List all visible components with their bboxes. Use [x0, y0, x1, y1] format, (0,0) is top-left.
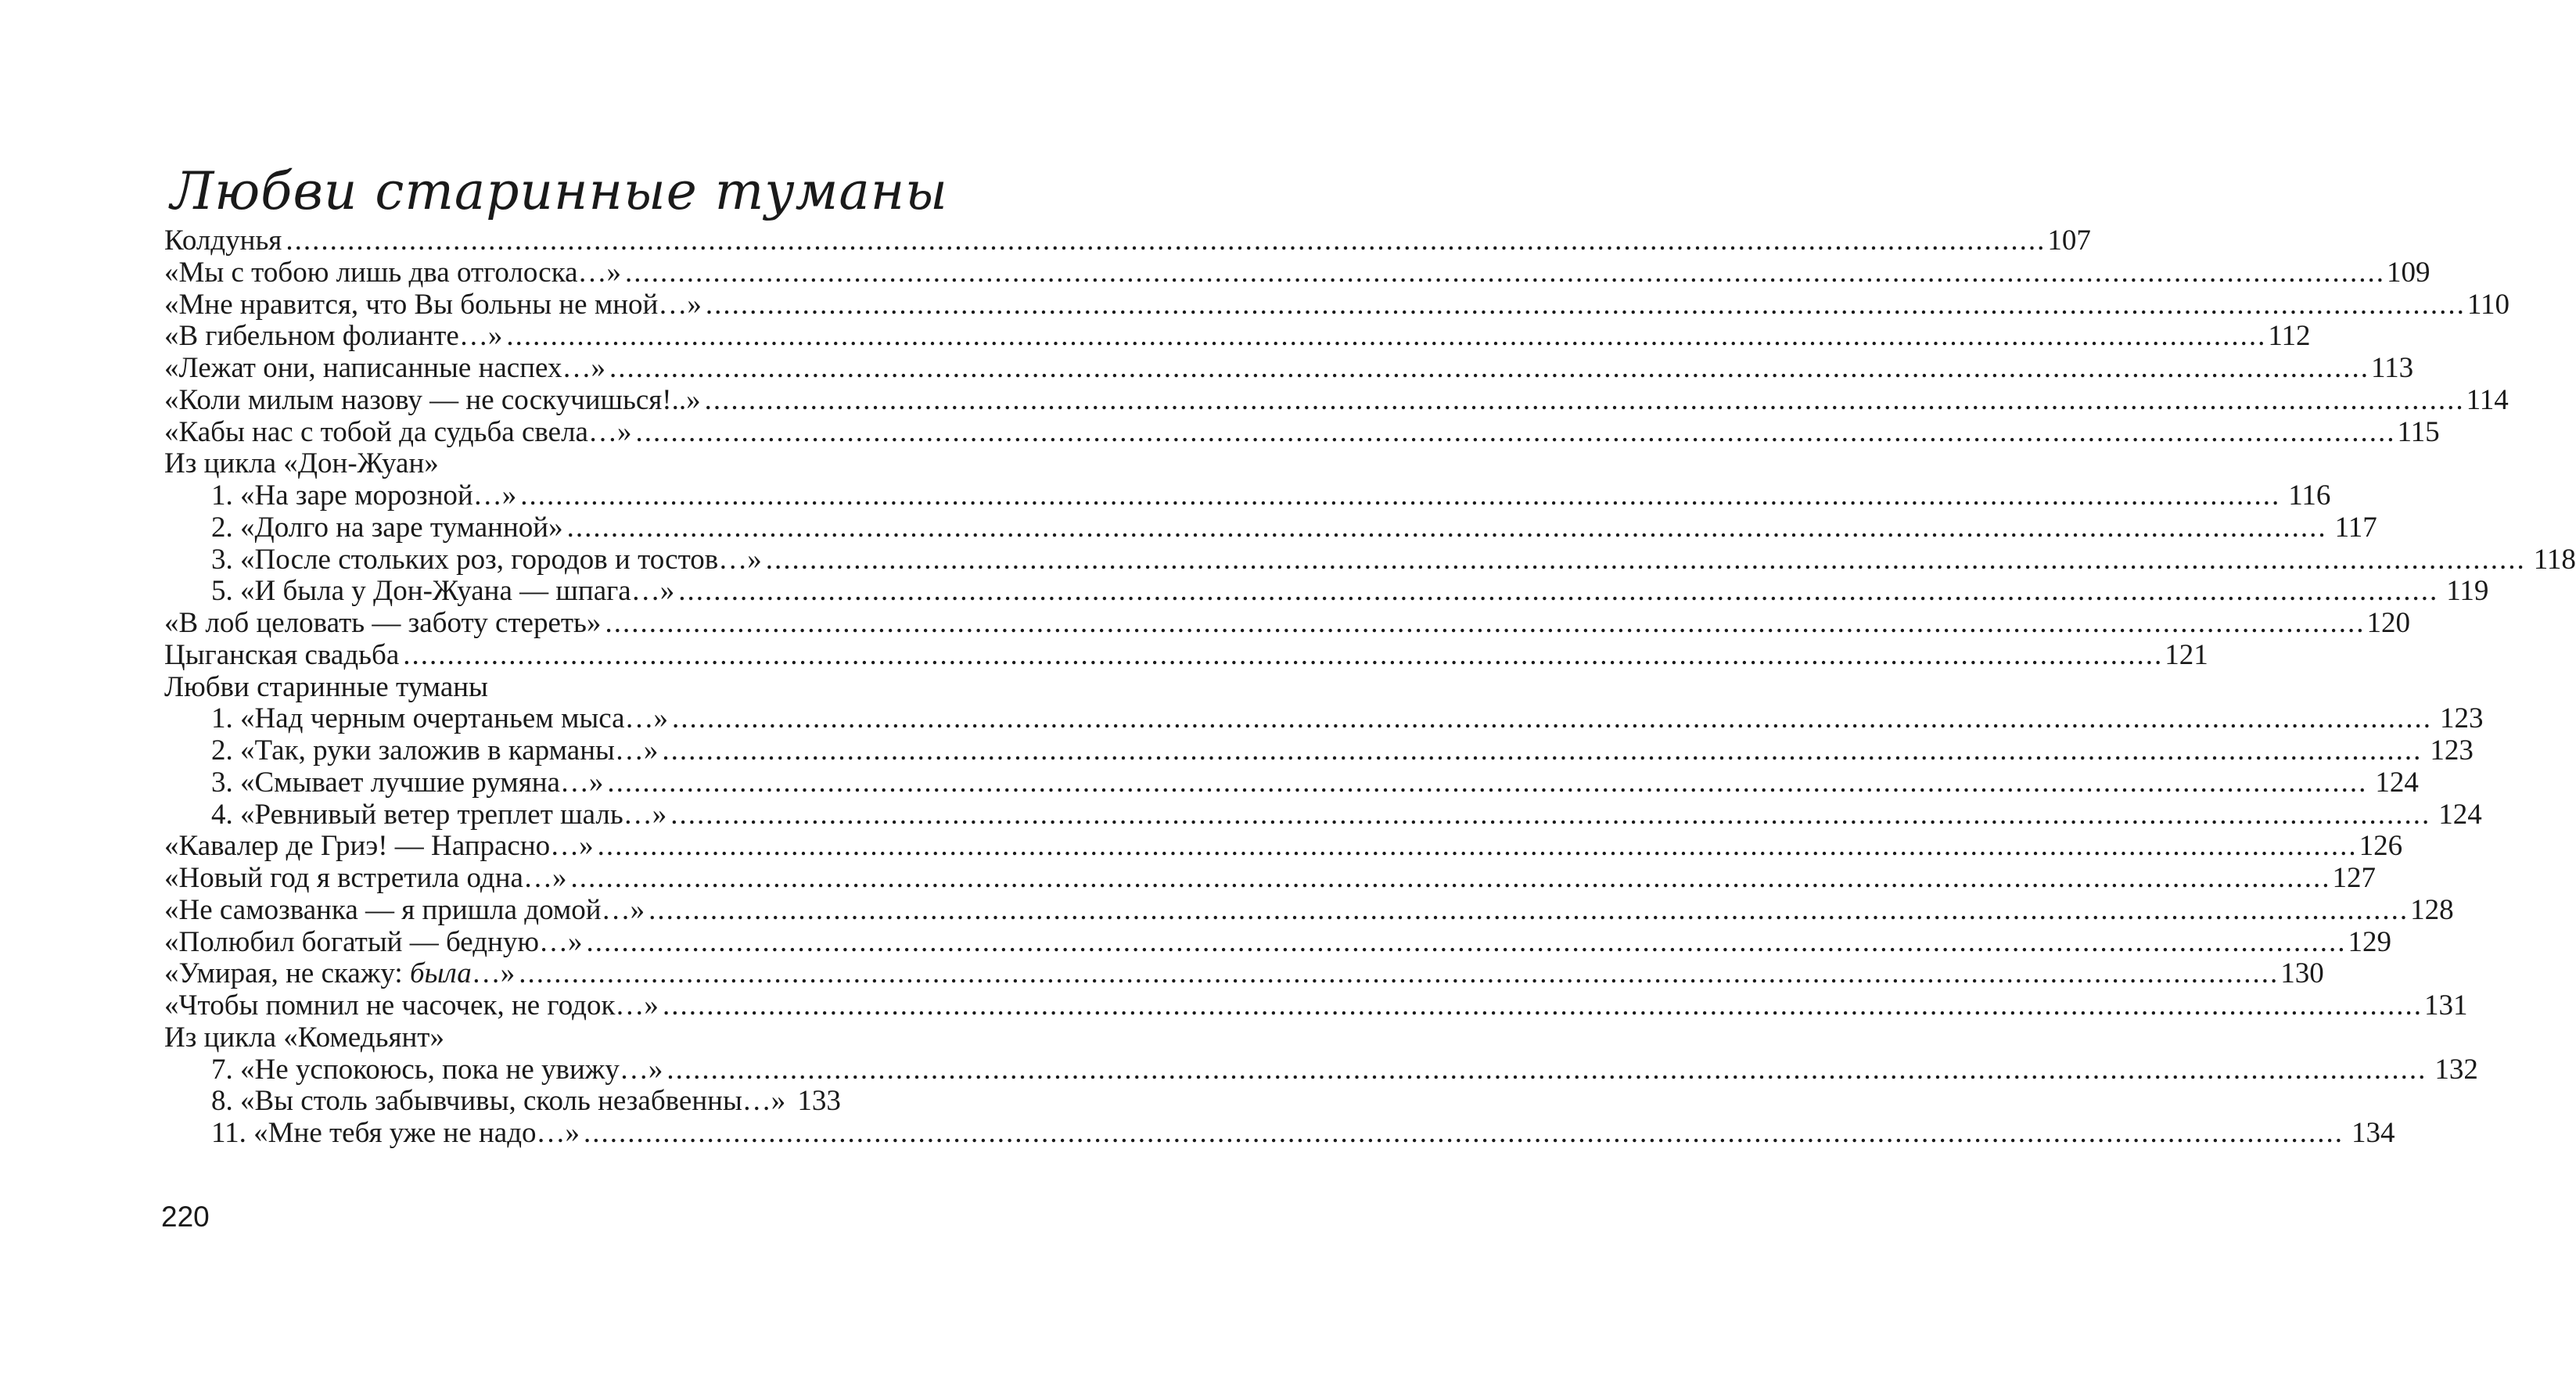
- toc-page-number: 124: [2375, 766, 2419, 799]
- toc-page-number: 132: [2434, 1053, 2478, 1086]
- toc-entry: [164, 543, 2576, 576]
- toc-entry: [164, 893, 2454, 927]
- toc-page-number: 110: [2466, 288, 2510, 321]
- toc-entry: [164, 925, 2392, 959]
- dot-leader: ........................................................................................................................................................................................................: [662, 734, 2423, 767]
- toc-entry-title: «Кавалер де Гриэ! — Напрасно…»: [164, 830, 594, 863]
- toc-page-number: 129: [2348, 925, 2392, 958]
- dot-leader: ........................................................................................................................................................................................................: [520, 479, 2281, 512]
- toc-page-number: 113: [2370, 352, 2414, 384]
- toc-page-number: 127: [2332, 862, 2376, 894]
- toc-page-number: 107: [2047, 224, 2091, 257]
- toc-entry-title: «Не самозванка — я пришла домой…»: [164, 893, 645, 926]
- toc-entry-title: 5. «И была у Дон-Жуана — шпага…»: [211, 575, 675, 608]
- toc-page-number: 121: [2165, 638, 2208, 671]
- toc-entry-title: «Лежат они, написанные наспех…»: [164, 352, 605, 384]
- dot-leader: ........................................................................................................................................................................................................: [597, 830, 2358, 863]
- toc-entry: [164, 702, 2484, 735]
- dot-leader: ........................................................................................................................................................................................................: [286, 224, 2046, 257]
- toc-entry-title: «Мне нравится, что Вы больны не мной…»: [164, 288, 702, 321]
- toc-entry-title: 1. «Над черным очертаньем мыса…»: [211, 702, 669, 735]
- toc-page-number: 120: [2366, 607, 2410, 639]
- toc-entry: [164, 1086, 839, 1118]
- toc-page-number: 124: [2438, 798, 2482, 831]
- toc-entry: [164, 288, 2510, 321]
- toc-entry-title: 7. «Не успокоюсь, пока не увижу…»: [211, 1053, 663, 1086]
- toc-entry: [164, 1053, 2478, 1086]
- dot-leader: ........................................................................................................................................................................................................: [625, 256, 2386, 289]
- toc-entry-title: 4. «Ревнивый ветер треплет шаль…»: [211, 798, 667, 831]
- toc-entry-title: «Коли милым назову — не соскучишься!..»: [164, 383, 701, 416]
- toc-page-number: 118: [2533, 543, 2576, 576]
- italic-word: была: [409, 957, 472, 990]
- toc-entry-title: 11. «Мне тебя уже не надо…»: [211, 1117, 580, 1149]
- dot-leader: ........................................................................................................................................................................................................: [678, 575, 2439, 608]
- toc-entry: [164, 862, 2376, 895]
- toc-entry: [164, 734, 2474, 767]
- dot-leader: ........................................................................................................................................................................................................: [705, 288, 2466, 321]
- toc-entry: [164, 352, 2414, 385]
- toc-page-number: 128: [2410, 893, 2454, 926]
- toc-page-number: 123: [2440, 702, 2484, 735]
- toc-page-number: 112: [2268, 320, 2311, 353]
- toc-page-number: 123: [2430, 734, 2474, 767]
- toc-page-number: 109: [2387, 256, 2430, 289]
- toc-page-number: 117: [2334, 511, 2377, 544]
- toc-heading: [164, 1022, 839, 1054]
- dot-leader: ........................................................................................................................................................................................................: [403, 638, 2164, 671]
- toc-entry: [164, 989, 2468, 1022]
- toc-entry-title: 3. «После стольких роз, городов и тостов…»: [211, 543, 762, 576]
- toc-entry: [164, 830, 2403, 863]
- toc-page-number: 114: [2466, 383, 2509, 416]
- toc-entry: [164, 320, 2311, 353]
- toc-entry-title: 2. «Долго на заре туманной»: [211, 511, 563, 544]
- dot-leader: ........................................................................................................................................................................................................: [586, 925, 2347, 958]
- dot-leader: ........................................................................................................................................................................................................: [607, 766, 2368, 799]
- toc-entry-title: «Чтобы помнил не часочек, не годок…»: [164, 989, 659, 1022]
- toc-page-number: 126: [2359, 830, 2403, 863]
- dot-leader: ........................................................................................................................................................................................................: [648, 893, 2409, 926]
- toc-entry: [164, 256, 2430, 289]
- toc-page-number: 130: [2280, 957, 2324, 990]
- toc-entry-title: «В гибельном фолианте…»: [164, 320, 503, 353]
- toc-entry: [164, 511, 2377, 544]
- toc-page-number: 115: [2397, 415, 2440, 448]
- toc-entry: [164, 415, 2440, 449]
- toc-entry-title: Колдунья: [164, 224, 282, 257]
- toc-entry: [164, 766, 2419, 799]
- table-of-contents: [164, 224, 2576, 1150]
- toc-entry-title: «Кабы нас с тобой да судьба свела…»: [164, 415, 632, 448]
- dot-leader: ........................................................................................................................................................................................................: [609, 352, 2369, 384]
- toc-entry: [164, 638, 2208, 672]
- dot-leader: ........................................................................................................................................................................................................: [570, 862, 2331, 894]
- dot-leader: ........................................................................................................................................................................................................: [662, 989, 2423, 1022]
- toc-entry-title: Из цикла «Дон-Жуан»: [164, 447, 439, 480]
- toc-entry: [164, 607, 2410, 640]
- toc-entry-title: Из цикла «Комедьянт»: [164, 1021, 444, 1054]
- toc-heading: [164, 448, 839, 480]
- dot-leader: ........................................................................................................................................................................................................: [666, 1053, 2427, 1086]
- toc-entry: [164, 383, 2509, 417]
- toc-page-number: 119: [2446, 575, 2489, 608]
- toc-entry: [164, 479, 2331, 512]
- dot-leader: ........................................................................................................................................................................................................: [605, 607, 2366, 639]
- toc-entry-title: 3. «Смывает лучшие румяна…»: [211, 766, 604, 799]
- toc-entry-title: 2. «Так, руки заложив в карманы…»: [211, 734, 659, 767]
- section-title: Любви старинные туманы: [171, 161, 948, 221]
- dot-leader: ........................................................................................................................................................................................................: [519, 957, 2280, 990]
- toc-entry-title: 8. «Вы столь забывчивы, сколь незабвенны…»: [211, 1085, 786, 1118]
- toc-entry: [164, 798, 2482, 831]
- toc-entry-title: Любви старинные туманы: [164, 670, 488, 703]
- toc-page-number: 131: [2423, 989, 2468, 1022]
- toc-page-number: 134: [2351, 1117, 2395, 1149]
- toc-entry: [164, 1117, 2395, 1150]
- toc-page-number: 133: [797, 1085, 841, 1118]
- dot-leader: ........................................................................................................................................................................................................: [704, 383, 2465, 416]
- toc-entry-title: Цыганская свадьба: [164, 638, 400, 671]
- toc-entry: [164, 957, 2324, 990]
- toc-entry: [164, 224, 2091, 257]
- dot-leader: ........................................................................................................................................................................................................: [635, 415, 2396, 448]
- dot-leader: ........................................................................................................................................................................................................: [670, 798, 2431, 831]
- toc-page-number: 116: [2288, 479, 2331, 512]
- toc-entry-title: «Мы с тобою лишь два отголоска…»: [164, 256, 622, 289]
- dot-leader: ........................................................................................................................................................................................................: [506, 320, 2267, 353]
- dot-leader: ........................................................................................................................................................................................................: [672, 702, 2433, 735]
- dot-leader: ........................................................................................................................................................................................................: [584, 1117, 2344, 1149]
- toc-entry-title: «Новый год я встретила одна…»: [164, 862, 567, 894]
- page-number: 220: [161, 1201, 210, 1233]
- toc-heading: [164, 672, 839, 704]
- toc-entry: [164, 575, 2489, 608]
- dot-leader: ........................................................................................................................................................................................................: [765, 543, 2526, 576]
- dot-leader: ........................................................................................................................................................................................................: [566, 511, 2327, 544]
- toc-entry-title: «Полюбил богатый — бедную…»: [164, 925, 583, 958]
- toc-entry-title: «В лоб целовать — заботу стереть»: [164, 607, 602, 639]
- toc-entry-title: «Умирая, не скажу: была…»: [164, 957, 516, 990]
- toc-entry-title: 1. «На заре морозной…»: [211, 479, 517, 512]
